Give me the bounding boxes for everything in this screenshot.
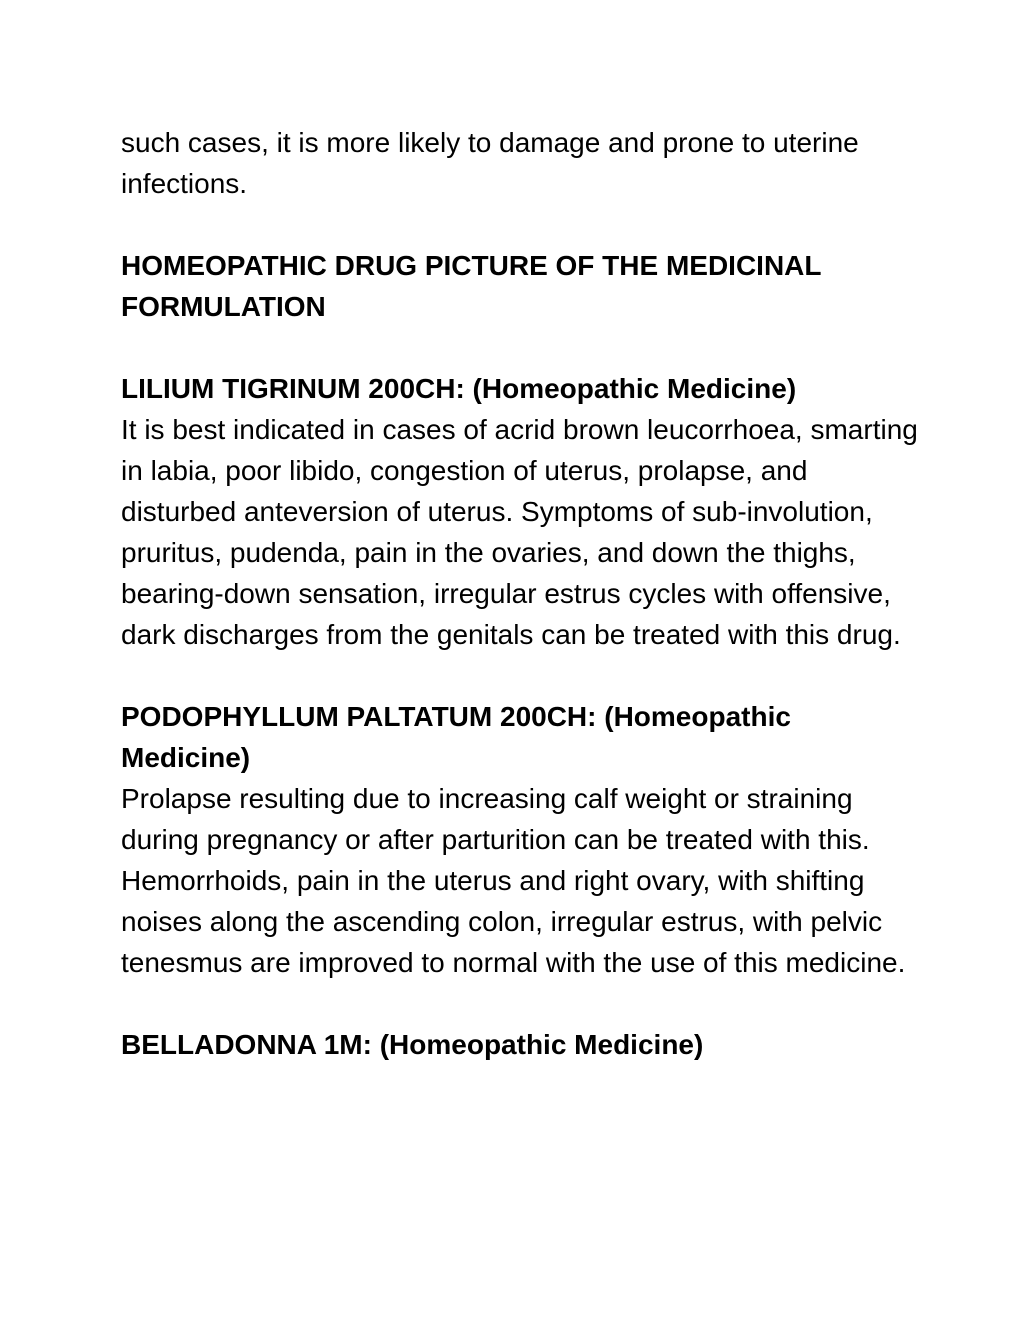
remedy-description: Prolapse resulting due to increasing calf weight or straining during pregnancy or after parturition can be treated with this. Hemorrhoids, pain in the uterus and right ovary, with shifting noises along the ascending colon, irregular estrus, with pelvic tenesmus are improved to normal with the use of this medicine. <box>121 783 906 978</box>
intro-paragraph: such cases, it is more likely to damage and prone to uterine infections. <box>121 127 859 199</box>
remedy-description: It is best indicated in cases of acrid brown leucorrhoea, smarting in labia, poor libido, congestion of uterus, prolapse, and disturbed anteversion of uterus. Symptoms of sub-involution, pruritus, pudenda, pain in the ovaries, and down the thighs, bearing-down sensation, irregular estrus cycles with offensive, dark discharges from the genitals can be treated with this drug. <box>121 414 918 650</box>
page-content <box>121 122 921 1106</box>
remedy-title: BELLADONNA 1M: (Homeopathic Medicine) <box>121 1029 704 1060</box>
remedy-title: PODOPHYLLUM PALTATUM 200CH: (Homeopathic Medicine) <box>121 701 791 773</box>
remedy-lilium-tigrinum <box>121 368 921 655</box>
section-heading: HOMEOPATHIC DRUG PICTURE OF THE MEDICINAL FORMULATION <box>121 250 821 322</box>
intro-block <box>121 122 921 204</box>
remedy-podophyllum-paltatum <box>121 696 921 983</box>
section-heading-block <box>121 245 921 327</box>
remedy-title: LILIUM TIGRINUM 200CH: (Homeopathic Medicine) <box>121 373 797 404</box>
remedy-belladonna <box>121 1024 921 1065</box>
